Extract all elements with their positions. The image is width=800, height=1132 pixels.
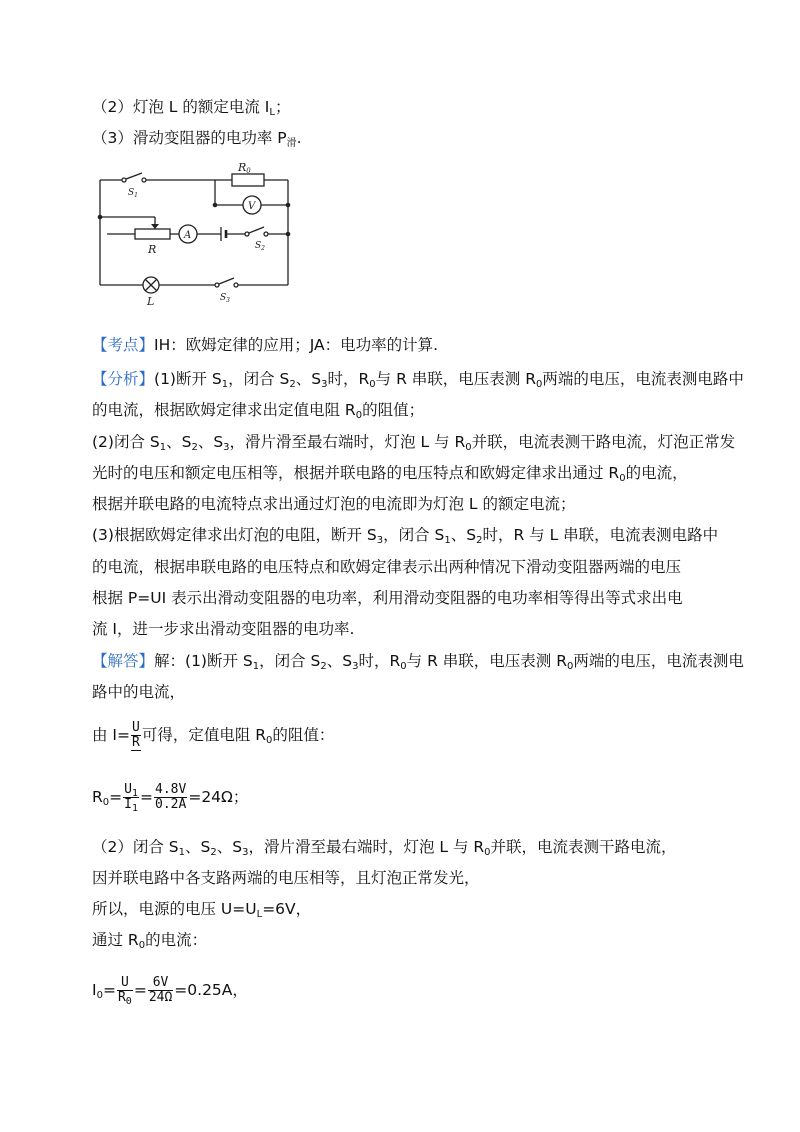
fraction-U1-I1: $\frac{U_1}{I_1}$ [124,782,139,814]
formula-R0: $R_0=$ $\frac{U_1}{I_1}$ = $\frac{4.8V}{0.2A}$ =24Ω； [92,782,249,814]
jieda-tag: 【解答】 [92,652,155,670]
fraction-4.8V-0.2A: $\frac{4.8V}{0.2A}$ [155,782,187,812]
jieda-line-7: 通过 $R_0$的电流： [92,931,208,951]
jieda-line-2: 路中的电流， [92,683,186,701]
fenxi-line-4: 光时的电压和额定电压相等，根据并联电路的电压特点和欧姆定律求出通过 $R_0$的电流， [92,464,688,484]
question-2: （2）灯泡 L 的额定电流 $I_L$； [92,98,291,118]
ohm-fraction: $\frac{U}{R}$ [132,719,140,750]
label-L: L [147,295,155,305]
fenxi-line-2: 的电流，根据欧姆定律求出定值电阻 $R_0$的阻值； [92,401,425,421]
label-R0: R0 [238,161,251,175]
fenxi-line-6: (3)根据欧姆定律求出灯泡的电阻，断开 $S_3$，闭合 $S_1$、$S_2$时，R 与 L 串联，电流表测电路中 [92,526,719,546]
label-R: R [148,243,157,256]
fraction-6V-24ohm: $\frac{6V}{24\Omega}$ [148,975,173,1005]
jieda-line-4: （2）闭合 $S_1$、$S_2$、$S_3$，滑片滑至最右端时，灯泡 L 与 $R_0$并联，电流表测干路电流， [92,838,677,858]
ammeter-label: A [184,230,192,241]
kaodian-line: 【考点】IH：欧姆定律的应用；JA：电功率的计算. [92,336,439,354]
fenxi-tag: 【分析】 [92,370,155,388]
jieda-line-1: 【解答】解：(1)断开 $S_1$，闭合 $S_2$、$S_3$时，$R_0$与 R 串联，电压表测 $R_0$两端的电压，电流表测电 [92,652,744,672]
fenxi-line-1: 【分析】(1)断开 $S_1$，闭合 $S_2$、$S_3$时，$R_0$与 R 串联，电压表测 $R_0$两端的电压，电流表测电路中 [92,370,744,390]
question-3: （3）滑动变阻器的电功率 $P_滑$. [92,129,302,149]
fenxi-line-7: 的电流，根据串联电路的电压特点和欧姆定律表示出两种情况下滑动变阻器两端的电压 [92,558,682,576]
fenxi-line-3: (2)闭合 $S_1$、$S_2$、$S_3$，滑片滑至最右端时，灯泡 L 与 $R_0$并联，电流表测干路电流，灯泡正常发 [92,433,736,453]
label-S1: $S_1$ [128,188,138,199]
label-S3: $S_3$ [220,293,230,304]
kaodian-tag: 【考点】 [92,336,155,354]
ohm-law-line: 由 I= $\frac{U}{R}$ 可得，定值电阻 $R_0$的阻值： [92,719,335,750]
voltmeter-label: V [248,201,256,212]
circuit-diagram [95,160,300,305]
jieda-line-5: 因并联电路中各支路两端的电压相等，且灯泡正常发光， [92,869,480,887]
formula-I0: $I_0=$ $\frac{U}{R_0}$ = $\frac{6V}{24\Omega}$ =0.25A， [92,975,248,1007]
fenxi-line-5: 根据并联电路的电流特点求出通过灯泡的电流即为灯泡 L 的额定电流； [92,495,576,513]
fenxi-line-9: 流 I，进一步求出滑动变阻器的电功率. [92,620,355,638]
fraction-U-R0: $\frac{U}{R_0}$ [117,975,132,1007]
label-S2: $S_2$ [255,241,265,252]
fenxi-line-8: 根据 P=UI 表示出滑动变阻器的电功率，利用滑动变阻器的电功率相等得出等式求出电 [92,589,683,607]
jieda-line-6: 所以，电源的电压 $U=U_L=6V$， [92,900,312,920]
